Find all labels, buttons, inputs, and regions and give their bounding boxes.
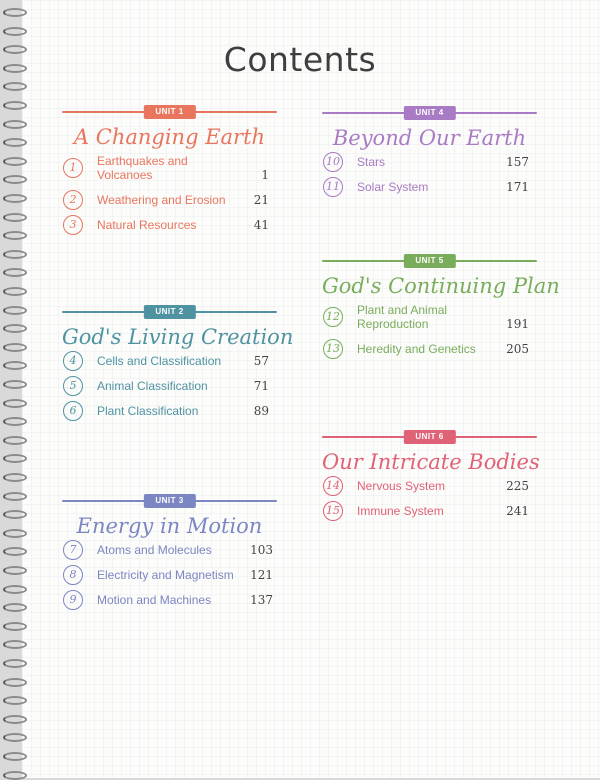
chapter-name: Plant and Animal Reproduction — [357, 303, 448, 331]
chapter-name: Stars — [357, 155, 386, 169]
chapter-name: Nervous System — [357, 479, 446, 493]
chapter-list — [322, 479, 537, 518]
chapter-number-circle: 8 — [63, 565, 83, 585]
spiral-ring — [3, 733, 27, 742]
chapter-name: Cells and Classification — [97, 354, 222, 368]
chapter-name: Atoms and Molecules — [97, 543, 212, 557]
unit-heading: Our Intricate Bodies — [322, 450, 540, 474]
spiral-ring — [3, 417, 27, 426]
chapter-number-circle: 13 — [323, 339, 343, 359]
unit-band — [322, 430, 537, 444]
chapter-list — [62, 354, 277, 418]
spiral-ring — [3, 752, 27, 761]
chapter-entry[interactable] — [62, 154, 277, 182]
spiral-ring — [3, 510, 27, 519]
spiral-ring — [3, 585, 27, 594]
page-number: 89 — [253, 404, 269, 418]
chapter-entry[interactable] — [322, 342, 537, 356]
spiral-ring — [3, 138, 27, 147]
spiral-ring — [3, 454, 27, 463]
chapter-list — [322, 155, 537, 194]
chapter-entry[interactable] — [62, 568, 277, 582]
chapter-name: Heredity and Genetics — [357, 342, 476, 356]
unit-tag: UNIT 4 — [403, 106, 455, 120]
spiral-ring — [3, 27, 27, 36]
spiral-ring — [3, 231, 27, 240]
unit-tag: UNIT 2 — [143, 305, 195, 319]
spiral-ring — [3, 250, 27, 259]
spiral-binding — [0, 0, 30, 780]
chapter-number-circle: 7 — [63, 540, 83, 560]
unit-heading: God's Living Creation — [62, 325, 294, 349]
page-number: 21 — [253, 193, 269, 207]
spiral-ring — [3, 473, 27, 482]
unit-tag: UNIT 1 — [143, 105, 195, 119]
chapter-name: Motion and Machines — [97, 593, 212, 607]
page-number: 171 — [506, 180, 529, 194]
unit-2 — [62, 305, 294, 418]
page-number: 71 — [253, 379, 269, 393]
page-number: 205 — [506, 342, 529, 356]
chapter-name: Animal Classification — [97, 379, 208, 393]
spiral-ring — [3, 268, 27, 277]
spiral-ring — [3, 771, 27, 780]
spiral-ring — [3, 175, 27, 184]
spiral-ring — [3, 157, 27, 166]
chapter-name: Plant Classification — [97, 404, 199, 418]
spiral-ring — [3, 529, 27, 538]
chapter-entry[interactable] — [322, 479, 537, 493]
spiral-ring — [3, 492, 27, 501]
page-number: 157 — [506, 155, 529, 169]
spiral-ring — [3, 194, 27, 203]
spiral-ring — [3, 715, 27, 724]
unit-6 — [322, 430, 540, 518]
unit-heading: God's Continuing Plan — [322, 274, 560, 298]
chapter-entry[interactable] — [322, 180, 537, 194]
chapter-entry[interactable] — [322, 303, 537, 331]
unit-tag: UNIT 5 — [403, 254, 455, 268]
unit-3 — [62, 494, 277, 607]
chapter-entry[interactable] — [62, 218, 277, 232]
chapter-number-circle: 4 — [63, 351, 83, 371]
chapter-entry[interactable] — [62, 543, 277, 557]
unit-tag: UNIT 3 — [143, 494, 195, 508]
chapter-number-circle: 3 — [63, 215, 83, 235]
chapter-number-circle: 11 — [323, 177, 343, 197]
chapter-number-circle: 15 — [323, 501, 343, 521]
chapter-name: Earthquakes and Volcanoes — [97, 154, 188, 182]
spiral-ring — [3, 306, 27, 315]
unit-band — [62, 494, 277, 508]
chapter-number-circle: 2 — [63, 190, 83, 210]
spiral-ring — [3, 82, 27, 91]
chapter-name: Weathering and Erosion — [97, 193, 226, 207]
unit-tag: UNIT 6 — [403, 430, 455, 444]
spiral-ring — [3, 287, 27, 296]
chapter-entry[interactable] — [62, 193, 277, 207]
chapter-number-circle: 12 — [323, 307, 343, 327]
spiral-ring — [3, 213, 27, 222]
page-number: 57 — [253, 354, 269, 368]
spiral-ring — [3, 640, 27, 649]
unit-heading: A Changing Earth — [73, 125, 266, 149]
spiral-ring — [3, 547, 27, 556]
page-number: 225 — [506, 479, 529, 493]
spiral-ring — [3, 566, 27, 575]
chapter-number-circle: 5 — [63, 376, 83, 396]
spiral-ring — [3, 399, 27, 408]
unit-band — [62, 305, 277, 319]
spiral-ring — [3, 380, 27, 389]
page-number: 137 — [250, 593, 273, 607]
page-number: 1 — [261, 168, 269, 182]
chapter-name: Solar System — [357, 180, 429, 194]
chapter-name: Natural Resources — [97, 218, 197, 232]
page-number: 241 — [506, 504, 529, 518]
chapter-entry[interactable] — [322, 155, 537, 169]
chapter-entry[interactable] — [62, 593, 277, 607]
spiral-ring — [3, 659, 27, 668]
spiral-ring — [3, 696, 27, 705]
unit-heading: Beyond Our Earth — [332, 126, 527, 150]
chapter-number-circle: 9 — [63, 590, 83, 610]
unit-band — [322, 254, 537, 268]
chapter-list — [322, 303, 537, 356]
page-number: 103 — [250, 543, 273, 557]
spiral-ring — [3, 8, 27, 17]
spiral-ring — [3, 436, 27, 445]
chapter-entry[interactable] — [322, 504, 537, 518]
chapter-number-circle: 10 — [323, 152, 343, 172]
chapter-name: Electricity and Magnetism — [97, 568, 234, 582]
chapter-number-circle: 14 — [323, 476, 343, 496]
unit-5 — [322, 254, 560, 356]
page-number: 121 — [250, 568, 273, 582]
spiral-ring — [3, 120, 27, 129]
unit-band — [322, 106, 537, 120]
spiral-ring — [3, 603, 27, 612]
spiral-ring — [3, 101, 27, 110]
chapter-number-circle: 1 — [63, 158, 83, 178]
spiral-ring — [3, 324, 27, 333]
page-number: 41 — [253, 218, 269, 232]
chapter-entry[interactable] — [62, 354, 277, 368]
spiral-ring — [3, 361, 27, 370]
unit-4 — [322, 106, 537, 194]
chapter-entry[interactable] — [62, 379, 277, 393]
unit-1 — [62, 105, 277, 232]
page-title: Contents — [223, 40, 377, 79]
spiral-ring — [3, 622, 27, 631]
chapter-name: Immune System — [357, 504, 444, 518]
spiral-ring — [3, 678, 27, 687]
chapter-number-circle: 6 — [63, 401, 83, 421]
chapter-list — [62, 154, 277, 232]
unit-heading: Energy in Motion — [76, 514, 263, 538]
page-number: 191 — [506, 317, 529, 331]
chapter-list — [62, 543, 277, 607]
chapter-entry[interactable] — [62, 404, 277, 418]
spiral-ring — [3, 343, 27, 352]
unit-band — [62, 105, 277, 119]
